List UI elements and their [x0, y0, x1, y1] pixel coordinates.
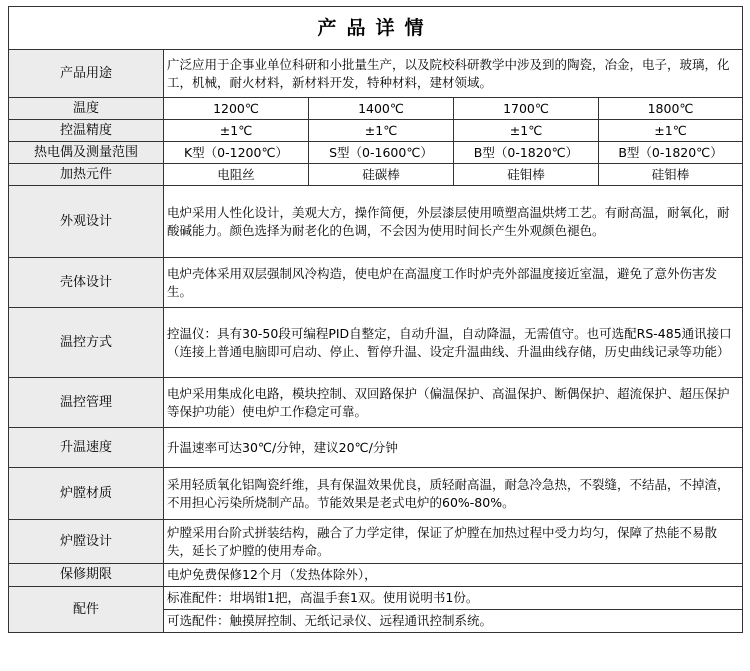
product-details-sheet [8, 6, 742, 664]
product-details-table [8, 6, 743, 633]
thermocouple-value: S型（0-1600℃） [309, 142, 454, 164]
temperature-label: 温度 [9, 98, 164, 120]
heating-rate-label: 升温速度 [9, 428, 164, 468]
precision-label: 控温精度 [9, 120, 164, 142]
shell-design-text: 电炉壳体采用双层强制风冷构造，使电炉在高温度工作时炉壳外部温度接近室温，避免了意外伤害发生。 [164, 258, 743, 308]
control-management-label: 温控管理 [9, 378, 164, 428]
precision-value: ±1℃ [454, 120, 599, 142]
warranty-text: 电炉免费保修12个月（发热体除外）， [164, 564, 743, 587]
heating-element-value: 硅钼棒 [599, 164, 743, 186]
temperature-control-text: 控温仪：具有30-50段可编程PID自整定，自动升温，自动降温，无需值守。也可选配RS-485通讯接口（连接上普通电脑即可启动、停止、暂停升温、设定升温曲线、升温曲线存储，历史曲线记录等功能） [164, 308, 743, 378]
precision-value: ±1℃ [164, 120, 309, 142]
standard-accessories-text: 标准配件：坩埚钳1把，高温手套1双。使用说明书1份。 [164, 587, 743, 610]
heating-element-value: 硅碳棒 [309, 164, 454, 186]
chamber-design-text: 炉膛采用台阶式拼装结构，融合了力学定律，保证了炉膛在加热过程中受力均匀，保障了热能不易散失，延长了炉膛的使用寿命。 [164, 520, 743, 564]
page-title: 产品详情 [9, 7, 743, 50]
temperature-value: 1700℃ [454, 98, 599, 120]
precision-value: ±1℃ [309, 120, 454, 142]
temperature-value: 1400℃ [309, 98, 454, 120]
application-text: 广泛应用于企事业单位科研和小批量生产，以及院校科研教学中涉及到的陶瓷，冶金，电子，玻璃，化工，机械，耐火材料，新材料开发，特种材料，建材领域。 [164, 50, 743, 98]
heating-element-label: 加热元件 [9, 164, 164, 186]
temperature-control-label: 温控方式 [9, 308, 164, 378]
optional-accessories-text: 可选配件：触摸屏控制、无纸记录仪、远程通讯控制系统。 [164, 610, 743, 633]
thermocouple-value: B型（0-1820℃） [599, 142, 743, 164]
thermocouple-value: B型（0-1820℃） [454, 142, 599, 164]
thermocouple-label: 热电偶及测量范围 [9, 142, 164, 164]
chamber-design-label: 炉膛设计 [9, 520, 164, 564]
application-label: 产品用途 [9, 50, 164, 98]
heating-element-value: 电阻丝 [164, 164, 309, 186]
heating-element-value: 硅钼棒 [454, 164, 599, 186]
warranty-label: 保修期限 [9, 564, 164, 587]
chamber-material-text: 采用轻质氧化铝陶瓷纤维，具有保温效果优良，质轻耐高温，耐急冷急热，不裂缝，不结晶，不掉渣，不用担心污染所烧制产品。节能效果是老式电炉的60%-80%。 [164, 468, 743, 520]
control-management-text: 电炉采用集成化电路，模块控制、双回路保护（偏温保护、高温保护、断偶保护、超流保护、超压保护等保护功能）使电炉工作稳定可靠。 [164, 378, 743, 428]
temperature-value: 1200℃ [164, 98, 309, 120]
heating-rate-text: 升温速率可达30℃/分钟，建议20℃/分钟 [164, 428, 743, 468]
accessories-label: 配件 [9, 587, 164, 633]
temperature-value: 1800℃ [599, 98, 743, 120]
appearance-design-text: 电炉采用人性化设计，美观大方，操作简便，外层漆层使用喷塑高温烘烤工艺。有耐高温，耐氧化，耐酸碱能力。颜色选择为耐老化的色调，不会因为使用时间长产生外观颜色褪色。 [164, 186, 743, 258]
precision-value: ±1℃ [599, 120, 743, 142]
appearance-design-label: 外观设计 [9, 186, 164, 258]
chamber-material-label: 炉膛材质 [9, 468, 164, 520]
thermocouple-value: K型（0-1200℃） [164, 142, 309, 164]
shell-design-label: 壳体设计 [9, 258, 164, 308]
